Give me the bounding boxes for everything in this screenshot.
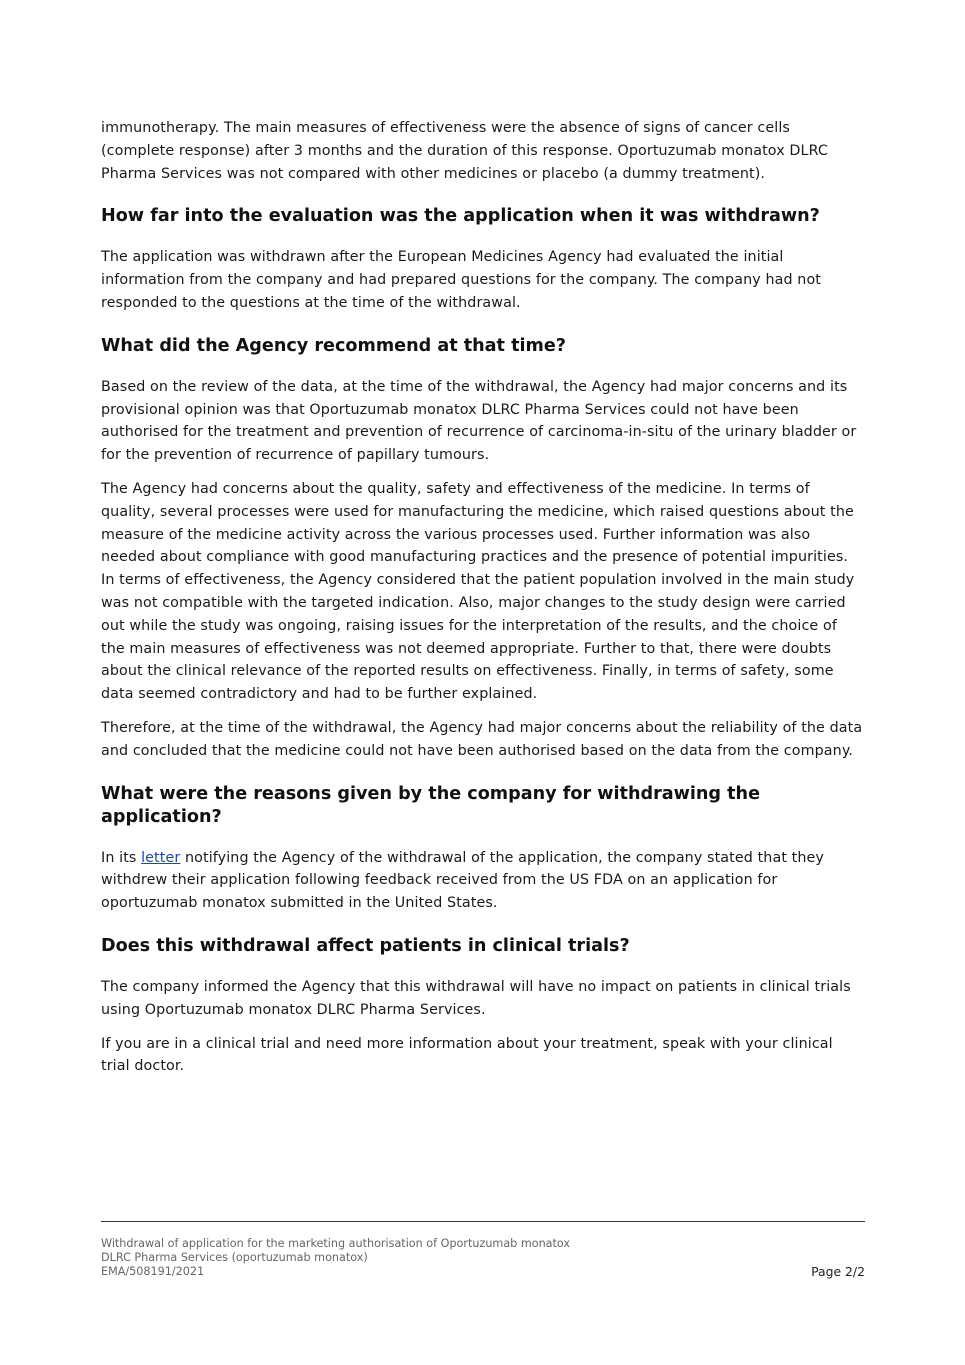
reasons-text-pre: In its — [101, 849, 142, 866]
document-body — [101, 117, 865, 1089]
reasons-text-post: notifying the Agency of the withdrawal of the application, the company stated that they withdrew their application following feedback received from the US FDA on an application for oportuzumab monatox submitted in the United States. — [101, 849, 824, 912]
clinical-trials-paragraph-2: If you are in a clinical trial and need more information about your treatment, speak with your clinical trial doctor. — [101, 1035, 833, 1075]
heading-withdrawal-reasons: What were the reasons given by the company for withdrawing the application? — [101, 783, 761, 827]
page-footer — [101, 1237, 865, 1279]
heading-agency-recommendation: What did the Agency recommend at that time? — [101, 335, 566, 356]
recommendation-paragraph-3: Therefore, at the time of the withdrawal, the Agency had major concerns about the reliability of the data and concluded that the medicine could not have been authorised based on the data from the company. — [101, 719, 863, 759]
intro-paragraph: immunotherapy. The main measures of effectiveness were the absence of signs of cancer cells (complete response) after 3 months and the duration of this response. Oportuzumab monatox DLRC Pharma Services was not compared with other medicines or placebo (a dummy treatment). — [101, 120, 828, 182]
withdrawal-reasons-paragraph — [101, 847, 865, 915]
footer-divider — [101, 1221, 865, 1222]
evaluation-stage-paragraph: The application was withdrawn after the European Medicines Agency had evaluated the initial information from the company and had prepared questions for the company. The company had not responded to the questions at the time of the withdrawal. — [101, 249, 821, 311]
heading-clinical-trials: Does this withdrawal affect patients in clinical trials? — [101, 935, 630, 956]
recommendation-paragraph-1: Based on the review of the data, at the time of the withdrawal, the Agency had major concerns and its provisional opinion was that Oportuzumab monatox DLRC Pharma Services could not have been authorised for the treatment and prevention of recurrence of carcinoma-in-situ of the urinary bladder or for the prevention of recurrence of papillary tumours. — [101, 378, 857, 464]
footer-reference: EMA/508191/2021 — [101, 1265, 205, 1278]
recommendation-paragraph-2: The Agency had concerns about the quality, safety and effectiveness of the medicine. In terms of quality, several processes were used for manufacturing the medicine, which raised questions about the measure of the medicine activity across the various processes used. Further information was also needed about compliance with good manufacturing practices and the presence of potential impurities. In terms of effectiveness, the Agency considered that the patient population involved in the main study was not compatible with the targeted indication. Also, major changes to the study design were carried out while the study was ongoing, raising issues for the interpretation of the results, and the choice of the main measures of effectiveness was not deemed appropriate. Further to that, there were doubts about the clinical relevance of the reported results on effectiveness. Finally, in terms of safety, some data seemed contradictory and had to be further explained. — [101, 480, 855, 703]
footer-title-line-1: Withdrawal of application for the marketing authorisation of Oportuzumab monatox — [101, 1237, 571, 1250]
letter-link[interactable]: letter — [141, 849, 181, 866]
heading-evaluation-stage: How far into the evaluation was the application when it was withdrawn? — [101, 206, 820, 227]
footer-title-line-2: DLRC Pharma Services (oportuzumab monatox) — [101, 1251, 368, 1264]
page-number: Page 2/2 — [811, 1264, 865, 1279]
clinical-trials-paragraph-1: The company informed the Agency that this withdrawal will have no impact on patients in clinical trials using Oportuzumab monatox DLRC Pharma Services. — [101, 978, 851, 1018]
